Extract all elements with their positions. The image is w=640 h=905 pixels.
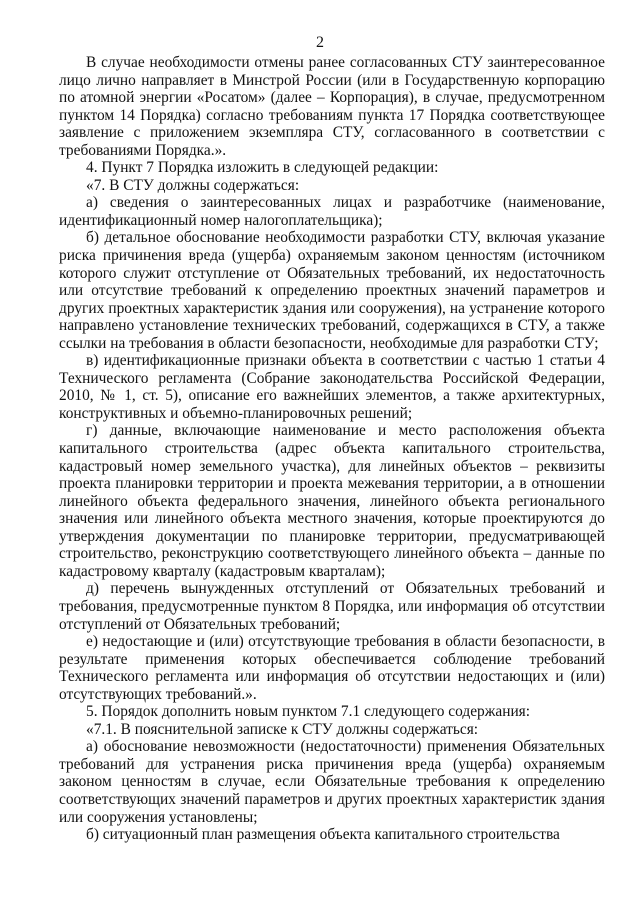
paragraph-7g: г) данные, включающие наименование и место расположения объекта капитального строительства (адрес объекта капитального строительства, кадастровый номер земельного участка), для линейных объектов – реквизиты проекта планировки территории и проекта межевания территории, а в отношении линейного объекта федерального значения, линейного объекта регионального значения или линейного объекта местного значения, которые проектируются до утверждения документации по планировке территории, предусматривающей строительство, реконструкцию соответствующего линейного объекта – данные по кадастровому кварталу (кадастровым кварталам); <box>59 422 605 580</box>
paragraph-cancel-stu: В случае необходимости отмены ранее согласованных СТУ заинтересованное лицо лично направляет в Минстрой России (или в Государственную корпорацию по атомной энергии «Росатом» (далее – Корпорация), в случае, предусмотренном пунктом 14 Порядка) согласно требованиям пункта 17 Порядка соответствующее заявление с приложением экземпляра СТУ, согласованного в соответствии с требованиями Порядка.». <box>59 54 605 159</box>
paragraph-7-1b: б) ситуационный план размещения объекта капитального строительства <box>86 826 560 844</box>
paragraph-clause-7-1: «7.1. В пояснительной записке к СТУ должны содержаться: <box>86 720 479 738</box>
document-body <box>59 54 605 844</box>
paragraph-7a: а) сведения о заинтересованных лицах и разработчике (наименование, идентификационный номер налогоплательщика); <box>59 194 605 229</box>
paragraph-7d: д) перечень вынужденных отступлений от Обязательных требований и требования, предусмотренные пунктом 8 Порядка, или информация об отсутствии отступлений от Обязательных требований; <box>59 580 605 633</box>
paragraph-7b: б) детальное обоснование необходимости разработки СТУ, включая указание риска причинения вреда (ущерба) охраняемым законом ценностям (источником которого служит отступление от Обязательных требований, их недостаточность или отсутствие требований к определению проектных значений параметров и других проектных характеристик здания или сооружения), на устранение которого направлено установление технических требований, содержащихся в СТУ, а также ссылки на требования в области безопасности, необходимые для разработки СТУ; <box>59 229 605 352</box>
page-number: 2 <box>316 34 324 51</box>
paragraph-clause-7: «7. В СТУ должны содержаться: <box>86 176 300 194</box>
paragraph-7-1a: а) обоснование невозможности (недостаточности) применения Обязательных требований для устранения риска причинения вреда (ущерба) охраняемым законом ценностям в случае, если Обязательные требования к определению соответствующих значений параметров и других проектных характеристик здания или сооружения установлены; <box>59 738 605 826</box>
paragraph-item-5: 5. Порядок дополнить новым пунктом 7.1 следующего содержания: <box>86 703 531 721</box>
paragraph-7e: е) недостающие и (или) отсутствующие требования в области безопасности, в результате применения которых обеспечивается соблюдение требований Технического регламента или информация об отсутствии недостающих и (или) отсутствующих требований.». <box>59 633 605 703</box>
paragraph-7v: в) идентификационные признаки объекта в соответствии с частью 1 статьи 4 Технического регламента (Собрание законодательства Российской Федерации, 2010, № 1, ст. 5), описание его важнейших элементов, а также архитектурных, конструктивных и объемно-планировочных решений; <box>59 352 605 422</box>
paragraph-item-4: 4. Пункт 7 Порядка изложить в следующей редакции: <box>86 159 439 177</box>
